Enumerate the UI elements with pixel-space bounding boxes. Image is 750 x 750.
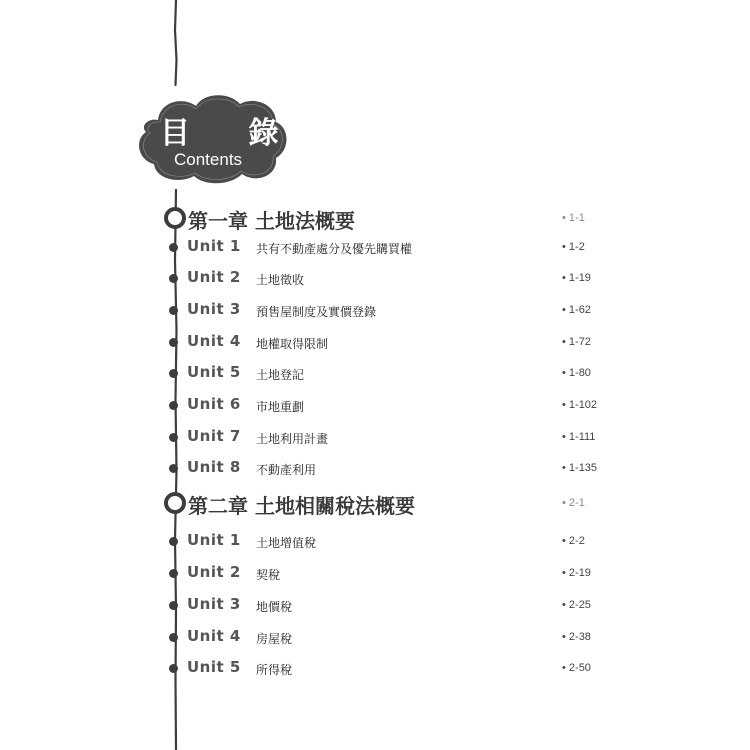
contents-title: 目 錄 xyxy=(160,116,303,151)
unit-title: 土地徵收 xyxy=(256,273,305,287)
unit-label: Unit 5 xyxy=(187,363,241,381)
bullet-dot-icon xyxy=(169,601,178,610)
unit-label: Unit 3 xyxy=(187,300,241,318)
unit-row[interactable] xyxy=(0,657,750,681)
bullet-dot-icon xyxy=(169,274,178,283)
chapter-title: 第二章 土地相關稅法概要 xyxy=(188,494,415,518)
chapter-title: 第一章 土地法概要 xyxy=(188,209,355,233)
unit-row[interactable] xyxy=(0,626,750,650)
unit-row[interactable] xyxy=(0,362,750,386)
unit-page: • 1-80 xyxy=(562,367,591,379)
unit-page: • 1-2 xyxy=(562,241,585,253)
unit-row[interactable] xyxy=(0,331,750,355)
unit-page: • 1-102 xyxy=(562,399,598,411)
bullet-dot-icon xyxy=(169,401,178,410)
unit-page: • 1-111 xyxy=(562,431,596,443)
chapter-ring-icon xyxy=(164,492,186,514)
unit-title: 不動產利用 xyxy=(256,463,317,477)
bullet-dot-icon xyxy=(169,537,178,546)
unit-page: • 2-2 xyxy=(562,535,585,547)
unit-label: Unit 4 xyxy=(187,332,241,350)
chapter-row[interactable] xyxy=(0,205,750,233)
unit-title: 土地利用計畫 xyxy=(256,432,329,446)
bullet-dot-icon xyxy=(169,369,178,378)
chapter-page: • 1-1 xyxy=(562,212,585,224)
unit-label: Unit 8 xyxy=(187,458,241,476)
unit-label: Unit 2 xyxy=(187,268,241,286)
unit-label: Unit 3 xyxy=(187,595,241,613)
unit-label: Unit 1 xyxy=(187,531,241,549)
unit-row[interactable] xyxy=(0,267,750,291)
bullet-dot-icon xyxy=(169,664,178,673)
bullet-dot-icon xyxy=(169,338,178,347)
bullet-dot-icon xyxy=(169,243,178,252)
bullet-dot-icon xyxy=(169,433,178,442)
unit-page: • 2-50 xyxy=(562,662,591,674)
unit-title: 地權取得限制 xyxy=(256,337,329,351)
unit-row[interactable] xyxy=(0,562,750,586)
unit-title: 共有不動產處分及優先購買權 xyxy=(256,242,413,256)
bullet-dot-icon xyxy=(169,569,178,578)
unit-page: • 2-25 xyxy=(562,599,591,611)
unit-row[interactable] xyxy=(0,426,750,450)
unit-row[interactable] xyxy=(0,394,750,418)
unit-page: • 1-62 xyxy=(562,304,591,316)
unit-title: 房屋稅 xyxy=(256,632,293,646)
unit-row[interactable] xyxy=(0,236,750,260)
unit-page: • 1-72 xyxy=(562,336,591,348)
unit-title: 契稅 xyxy=(256,568,281,582)
unit-label: Unit 2 xyxy=(187,563,241,581)
chapter-page: • 2-1 xyxy=(562,497,585,509)
bullet-dot-icon xyxy=(169,633,178,642)
unit-page: • 2-19 xyxy=(562,567,591,579)
unit-label: Unit 4 xyxy=(187,627,241,645)
unit-title: 所得稅 xyxy=(256,663,293,677)
unit-label: Unit 7 xyxy=(187,427,241,445)
unit-label: Unit 6 xyxy=(187,395,241,413)
unit-title: 預售屋制度及實價登錄 xyxy=(256,305,377,319)
unit-page: • 1-19 xyxy=(562,272,591,284)
unit-label: Unit 5 xyxy=(187,658,241,676)
unit-title: 土地登記 xyxy=(256,368,305,382)
chapter-row[interactable] xyxy=(0,490,750,518)
unit-row[interactable] xyxy=(0,530,750,554)
unit-title: 地價稅 xyxy=(256,600,293,614)
unit-row[interactable] xyxy=(0,457,750,481)
unit-title: 土地增值稅 xyxy=(256,536,317,550)
chapter-ring-icon xyxy=(164,207,186,229)
bullet-dot-icon xyxy=(169,306,178,315)
unit-page: • 2-38 xyxy=(562,631,591,643)
contents-subtitle: Contents xyxy=(174,150,243,169)
unit-title: 市地重劃 xyxy=(256,400,305,414)
unit-row[interactable] xyxy=(0,299,750,323)
unit-label: Unit 1 xyxy=(187,237,241,255)
bullet-dot-icon xyxy=(169,464,178,473)
unit-row[interactable] xyxy=(0,594,750,618)
unit-page: • 1-135 xyxy=(562,462,598,474)
